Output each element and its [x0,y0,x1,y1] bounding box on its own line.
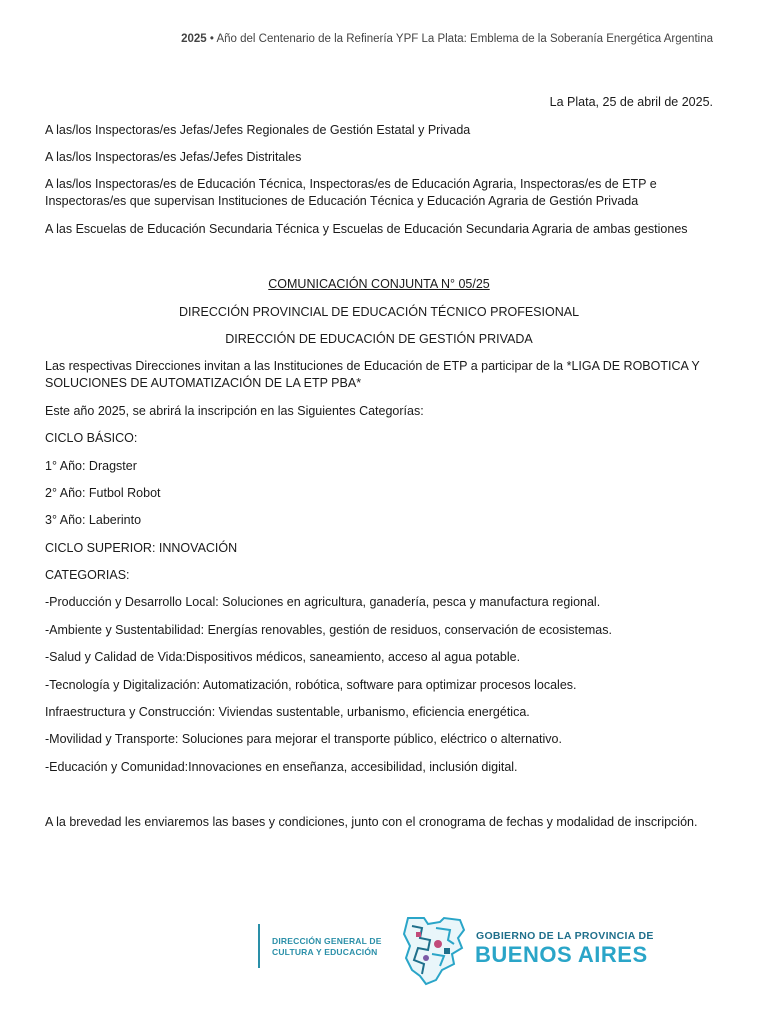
recipient-line: A las/los Inspectoras/es de Educación Técnica, Inspectoras/es de Educación Agraria, Inspectoras/es de ETP e Inspectoras/es que supervisan Instituciones de Educación Técnica y Educación Agraria de Gestión Privada [45,177,657,208]
ciclo-basico-heading: CICLO BÁSICO: [45,431,138,445]
recipient-line: A las/los Inspectoras/es Jefas/Jefes Distritales [45,150,302,164]
document-date: La Plata, 25 de abril de 2025. [549,95,713,109]
inscripcion-paragraph: Este año 2025, se abrirá la inscripción en las Siguientes Categorías: [45,404,424,418]
header-text: Año del Centenario de la Refinería YPF La Plata: Emblema de la Soberanía Energética Argentina [216,33,713,45]
basico-item: 1° Año: Dragster [45,459,137,473]
footer-logo [258,918,658,982]
province-map-icon [402,914,468,986]
footer-divider [258,924,260,968]
categoria-item: -Ambiente y Sustentabilidad: Energías renovables, gestión de residuos, conservación de ecosistemas. [45,623,612,637]
issuer-line: DIRECCIÓN PROVINCIAL DE EDUCACIÓN TÉCNICO PROFESIONAL [178,305,580,319]
gobierno-provincia-text: GOBIERNO DE LA PROVINCIA DE [476,930,654,942]
categoria-item: -Tecnología y Digitalización: Automatización, robótica, software para optimizar procesos locales. [45,678,577,692]
basico-item: 3° Año: Laberinto [45,513,142,527]
categoria-item: -Educación y Comunidad:Innovaciones en enseñanza, accesibilidad, inclusión digital. [45,760,518,774]
intro-paragraph: Las respectivas Direcciones invitan a las Instituciones de Educación de ETP a participar de la *LIGA DE ROBOTICA Y SOLUCIONES DE AUTOMATIZACIÓN DE LA ETP PBA* [45,359,700,390]
header-bullet: • [209,33,214,45]
header-year: 2025 [181,33,207,45]
categoria-item: -Producción y Desarrollo Local: Soluciones en agricultura, ganadería, pesca y manufactura regional. [45,595,601,609]
ciclo-superior-heading: CICLO SUPERIOR: INNOVACIÓN [45,541,238,555]
buenos-aires-text: BUENOS AIRES [475,942,648,967]
categoria-item: -Salud y Calidad de Vida:Dispositivos médicos, saneamiento, acceso al agua potable. [45,650,521,664]
categorias-heading: CATEGORIAS: [45,568,130,582]
categoria-item: -Movilidad y Transporte: Soluciones para mejorar el transporte público, eléctrico o alternativo. [45,732,562,746]
recipient-line: A las Escuelas de Educación Secundaria Técnica y Escuelas de Educación Secundaria Agraria de ambas gestiones [45,222,688,236]
categoria-item: Infraestructura y Construcción: Viviendas sustentable, urbanismo, eficiencia energética. [45,705,530,719]
basico-item: 2° Año: Futbol Robot [45,486,161,500]
closing-paragraph: A la brevedad les enviaremos las bases y condiciones, junto con el cronograma de fechas y modalidad de inscripción. [45,815,698,829]
dg-cultura-educacion-logo-text: DIRECCIÓN GENERAL DE CULTURA Y EDUCACIÓN [272,936,382,957]
page-header [181,33,713,45]
issuer-line: DIRECCIÓN DE EDUCACIÓN DE GESTIÓN PRIVADA [225,332,533,346]
document-title: COMUNICACIÓN CONJUNTA N° 05/25 [268,277,490,291]
recipient-line: A las/los Inspectoras/es Jefas/Jefes Regionales de Gestión Estatal y Privada [45,123,471,137]
